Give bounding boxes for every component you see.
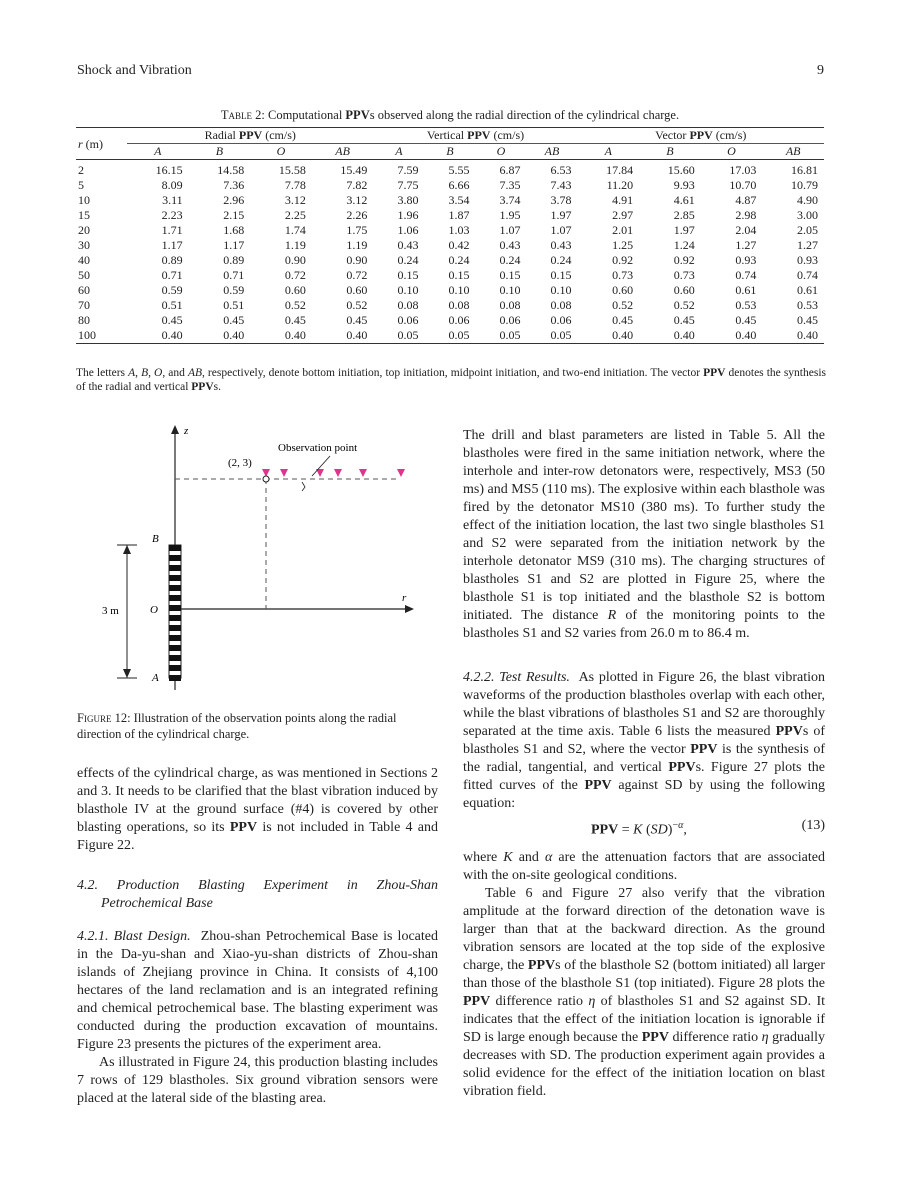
r-axis-label: r (402, 592, 407, 604)
group-header-radial: Radial PPV (cm/s) (127, 128, 373, 144)
table-cell: 0.59 (161, 283, 183, 297)
table-cell: 1.97 (550, 208, 572, 222)
table-cell: 0.06 (499, 313, 521, 327)
table-caption (0, 108, 900, 123)
charge-segment (169, 645, 181, 651)
charge-segment (169, 615, 181, 621)
table-cell: 4.90 (797, 193, 818, 207)
table-cell: 0.51 (223, 298, 245, 312)
table-caption-text: : Computational (261, 108, 346, 122)
table-cell: 1.24 (673, 238, 695, 252)
table-cell: 2.01 (612, 223, 634, 237)
table-cell: 17.03 (729, 163, 757, 177)
subcolumn-header: AB (544, 144, 560, 158)
table-cell: 0.73 (612, 268, 634, 282)
charge-segment (169, 635, 181, 641)
table-cell: 0.90 (284, 253, 306, 267)
table-cell: 0.10 (448, 283, 470, 297)
table-row (76, 160, 824, 179)
left-paragraph-3: As illustrated in Figure 24, this production blasting includes 7 rows of 129 blastholes. Six ground vibration sensors were placed at the lateral side of the blasting area. (77, 1055, 438, 1106)
dim-label: 3 m (102, 605, 119, 617)
table-cell: 1.06 (397, 223, 419, 237)
charge-segment (169, 625, 181, 631)
row-distance: 70 (78, 298, 90, 312)
table-cell: 0.90 (346, 253, 368, 267)
observation-markers (262, 469, 405, 477)
row-distance: 50 (78, 268, 90, 282)
table-cell: 0.40 (612, 328, 634, 342)
charge-segment (169, 565, 181, 571)
table-row (76, 328, 824, 344)
table-cell: 0.92 (673, 253, 695, 267)
charge-segment (169, 545, 181, 551)
point-2-3-marker (263, 476, 269, 482)
charge-segment (169, 555, 181, 561)
left-column (77, 765, 438, 1108)
table-cell: 3.00 (797, 208, 818, 222)
table-cell: 3.74 (499, 193, 521, 207)
table-cell: 1.95 (499, 208, 521, 222)
table-cell: 7.78 (284, 178, 306, 192)
table-cell: 2.96 (223, 193, 245, 207)
table-cell: 0.71 (223, 268, 245, 282)
subcolumn-header: AB (335, 144, 350, 158)
section-4-2-1-heading: 4.2.1. Blast Design. (77, 929, 191, 944)
journal-title: Shock and Vibration (77, 63, 192, 78)
table-cell: 2.98 (735, 208, 757, 222)
table-caption-text-end: s observed along the radial direction of the cylindrical charge. (369, 108, 680, 122)
point-label: (2, 3) (228, 457, 252, 469)
right-paragraph-where: where K and α are the attenuation factors that are associated with the on-site geological conditions. (463, 850, 825, 883)
table-cell: 0.40 (346, 328, 368, 342)
row-distance: 5 (78, 178, 84, 192)
subcolumn-header: AB (785, 144, 801, 158)
table-cell: 1.27 (797, 238, 818, 252)
table-cell: 7.82 (346, 178, 368, 192)
row-distance: 60 (78, 283, 90, 297)
table-cell: 0.05 (397, 328, 419, 342)
table-cell: 0.15 (499, 268, 521, 282)
table-cell: 3.78 (550, 193, 572, 207)
subcolumn-header: O (727, 144, 736, 158)
dim-arrow-top (123, 545, 131, 554)
table-cell: 7.43 (550, 178, 572, 192)
label-a: A (152, 672, 159, 684)
subcolumn-header: B (215, 144, 224, 158)
row-distance: 2 (78, 163, 84, 177)
table-cell: 0.53 (735, 298, 757, 312)
table-cell: 0.24 (397, 253, 419, 267)
table-cell: 1.03 (448, 223, 470, 237)
table-cell: 1.71 (161, 223, 183, 237)
z-axis-label: z (184, 425, 189, 437)
table-cell: 0.06 (550, 313, 572, 327)
table-cell: 7.36 (223, 178, 245, 192)
table-cell: 0.72 (346, 268, 368, 282)
table-cell: 0.45 (346, 313, 368, 327)
charge-segment (169, 585, 181, 591)
table-cell: 16.81 (791, 163, 818, 177)
table-cell: 0.59 (223, 283, 245, 297)
section-4-2-heading: 4.2. Production Blasting Experiment in Zhou-Shan Petrochemical Base (77, 878, 438, 911)
table-cell: 17.84 (606, 163, 634, 177)
table-cell: 0.15 (448, 268, 470, 282)
table-cell: 0.45 (223, 313, 245, 327)
section-4-2-1-text: Zhou-shan Petrochemical Base is located in the Da-yu-shan and Xiao-yu-shan districts of Zhou-shan islands of Zhejiang province in China. It consists of 4,100 hectares of the land reclamation and is an integrated refining and chemical petrochemical base. The blasting experiment was conducted during the production excavation of mountains. Figure 23 presents the pictures of the experiment area. (77, 929, 438, 1052)
charge-segment (169, 575, 181, 581)
table-cell: 1.07 (550, 223, 572, 237)
table-cell: 3.54 (448, 193, 470, 207)
table-cell: 0.71 (161, 268, 183, 282)
squiggle-mark (302, 482, 305, 491)
table-cell: 1.87 (448, 208, 470, 222)
right-column (463, 427, 825, 1101)
table-cell: 0.08 (448, 298, 470, 312)
table-row-header: r (m) (78, 137, 103, 151)
row-distance: 30 (78, 238, 90, 252)
table-cell: 0.60 (346, 283, 368, 297)
charge-segment (169, 665, 181, 671)
table-cell: 1.19 (284, 238, 306, 252)
table-cell: 1.07 (499, 223, 521, 237)
table-cell: 0.43 (397, 238, 419, 252)
left-paragraph-1: effects of the cylindrical charge, as was mentioned in Sections 2 and 3. It needs to be clarified that the blast vibration induced by blasthole IV at the ground surface (#4) is covered by other blasting operations, so its PPV is not included in Table 4 and Figure 22. (77, 766, 438, 853)
figure-caption-label: Figure 12 (77, 711, 128, 725)
table-cell: 0.10 (397, 283, 419, 297)
table-cell: 3.80 (397, 193, 419, 207)
group-header-vertical: Vertical PPV (cm/s) (373, 128, 577, 144)
table-cell: 6.53 (550, 163, 572, 177)
table-cell: 1.68 (223, 223, 245, 237)
table-cell: 0.45 (284, 313, 306, 327)
table-cell: 1.25 (612, 238, 634, 252)
table-cell: 0.05 (499, 328, 521, 342)
observation-point-marker (359, 469, 367, 477)
row-distance: 100 (78, 328, 96, 342)
table-cell: 4.91 (612, 193, 634, 207)
table-cell: 0.89 (161, 253, 183, 267)
subcolumn-header: A (604, 144, 612, 158)
table-cell: 0.05 (448, 328, 470, 342)
table-cell: 3.12 (284, 193, 306, 207)
table-cell: 0.60 (612, 283, 634, 297)
table-cell: 2.04 (735, 223, 757, 237)
subcolumn-header: O (276, 144, 286, 158)
right-paragraph-last: Table 6 and Figure 27 also verify that the vibration amplitude at the forward direction of the detonation wave is larger than that at the backward direction. As the ground vibration sensors are located at the top side of the explosive charge, the PPVs of the blasthole S2 (bottom initiated) all larger than those of the blasthole S1 (top initiated). Figure 28 plots the PPV difference ratio η of blastholes S1 and S2 against SD. It indicates that the effect of the initiation location is ignorable if SD is large enough because the PPV difference ratio η gradually decreases with SD. The production experiment again provides a solid evidence for the effect of the initiation location on blast vibration field. (463, 886, 826, 1099)
table-cell: 0.73 (673, 268, 695, 282)
table-cell: 0.06 (397, 313, 419, 327)
table-cell: 1.17 (223, 238, 245, 252)
table-row (76, 253, 824, 268)
table-row (76, 178, 824, 193)
table-body (76, 160, 824, 344)
observation-point-marker (334, 469, 342, 477)
subcolumn-header-row (76, 144, 824, 160)
table-cell: 0.74 (735, 268, 757, 282)
table-row (76, 298, 824, 313)
table-cell: 0.40 (673, 328, 695, 342)
subcolumn-header: B (666, 144, 674, 158)
table-cell: 0.52 (346, 298, 368, 312)
table-cell: 6.87 (499, 163, 521, 177)
table-cell: 15.49 (340, 163, 368, 177)
table-cell: 2.23 (161, 208, 183, 222)
table-cell: 0.40 (797, 328, 818, 342)
table-cell: 0.43 (499, 238, 521, 252)
table-cell: 0.05 (550, 328, 572, 342)
table-cell: 0.52 (673, 298, 695, 312)
subcolumn-header: O (496, 144, 506, 158)
table-cell: 0.40 (223, 328, 245, 342)
table-cell: 1.75 (346, 223, 368, 237)
table-cell: 0.60 (284, 283, 306, 297)
table-cell: 1.27 (735, 238, 757, 252)
row-distance: 40 (78, 253, 90, 267)
cylindrical-charge (169, 545, 181, 681)
table-cell: 14.58 (217, 163, 245, 177)
table-cell: 1.17 (161, 238, 183, 252)
table-cell: 3.11 (162, 193, 183, 207)
table-cell: 0.45 (673, 313, 695, 327)
table-cell: 2.85 (673, 208, 695, 222)
table-cell: 0.15 (397, 268, 419, 282)
observation-points-figure (80, 420, 440, 710)
table-cell: 15.60 (667, 163, 695, 177)
table-row (76, 283, 824, 298)
table-cell: 10.70 (729, 178, 757, 192)
table-cell: 3.12 (346, 193, 368, 207)
table-cell: 0.52 (612, 298, 634, 312)
row-distance: 15 (78, 208, 90, 222)
charge-segment (169, 675, 181, 681)
table-cell: 2.26 (346, 208, 368, 222)
table-cell: 8.09 (161, 178, 183, 192)
r-axis-arrow (405, 605, 414, 613)
observation-point-marker (397, 469, 405, 477)
charge-segment (169, 605, 181, 611)
table-cell: 0.61 (735, 283, 757, 297)
table-cell: 0.45 (797, 313, 818, 327)
subcolumn-header: B (446, 144, 454, 158)
table-cell: 0.72 (284, 268, 306, 282)
table-cell: 2.25 (284, 208, 306, 222)
table-cell: 0.40 (284, 328, 306, 342)
table-caption-bold: PPV (345, 108, 370, 122)
table-row (76, 313, 824, 328)
table-cell: 7.75 (397, 178, 419, 192)
z-axis-arrow (171, 425, 179, 434)
table-cell: 15.58 (278, 163, 306, 177)
table-cell: 0.45 (735, 313, 757, 327)
table-cell: 0.93 (797, 253, 818, 267)
table-cell: 7.59 (397, 163, 419, 177)
observation-point-marker (280, 469, 288, 477)
table-cell: 0.43 (550, 238, 572, 252)
table-row (76, 268, 824, 283)
table-cell: 11.20 (606, 178, 634, 192)
table-row (76, 193, 824, 208)
table-cell: 0.52 (284, 298, 306, 312)
table-cell: 5.55 (448, 163, 470, 177)
equation-body: PPV = K (SD)$^{-\alpha}$, (591, 820, 687, 838)
table-cell: 2.05 (797, 223, 818, 237)
table-cell: 4.87 (735, 193, 757, 207)
table-cell: 1.96 (397, 208, 419, 222)
table-cell: 6.66 (448, 178, 470, 192)
table-cell: 1.19 (346, 238, 368, 252)
table-cell: 1.97 (673, 223, 695, 237)
table-cell: 1.74 (284, 223, 306, 237)
table-cell: 0.24 (448, 253, 470, 267)
table-cell: 0.40 (735, 328, 757, 342)
group-header-vector: Vector PPV (cm/s) (578, 128, 824, 144)
table-cell: 16.15 (155, 163, 183, 177)
table-cell: 0.06 (448, 313, 470, 327)
table-cell: 4.61 (673, 193, 695, 207)
subcolumn-header: A (154, 144, 162, 158)
table-row (76, 223, 824, 238)
table-cell: 0.89 (223, 253, 245, 267)
equation-13 (463, 817, 825, 837)
table-cell: 0.53 (797, 298, 818, 312)
table-cell: 0.93 (735, 253, 757, 267)
table-cell: 2.97 (612, 208, 634, 222)
row-distance: 80 (78, 313, 90, 327)
table-cell: 0.60 (673, 283, 695, 297)
section-4-2-1-paragraph (77, 928, 438, 1054)
table-caption-label: Table 2 (220, 108, 262, 122)
table-cell: 0.08 (499, 298, 521, 312)
charge-segment (169, 595, 181, 601)
table-cell: 2.15 (223, 208, 245, 222)
table-cell: 0.08 (550, 298, 572, 312)
table-cell: 0.24 (550, 253, 572, 267)
table-row (76, 238, 824, 253)
label-b: B (152, 533, 159, 545)
table-cell: 10.79 (791, 178, 818, 192)
equation-number: (13) (801, 818, 825, 833)
dim-arrow-bottom (123, 669, 131, 678)
table-cell: 9.93 (673, 178, 695, 192)
table-cell: 0.61 (797, 283, 818, 297)
figure-caption-text: : Illustration of the observation points along the radial direction of the cylindrical charge. (77, 711, 397, 741)
table-cell: 0.45 (612, 313, 634, 327)
table-cell: 0.15 (550, 268, 572, 282)
table-cell: 0.51 (161, 298, 183, 312)
subcolumn-header: A (395, 144, 403, 158)
table-cell: 0.74 (797, 268, 818, 282)
table-cell: 0.10 (499, 283, 521, 297)
table-cell: 0.10 (550, 283, 572, 297)
table-cell: 0.45 (161, 313, 183, 327)
row-distance: 20 (78, 223, 90, 237)
table-cell: 0.40 (161, 328, 183, 342)
figure-caption (77, 710, 439, 742)
ppv-table (76, 127, 824, 344)
table-cell: 7.35 (499, 178, 521, 192)
table-cell: 0.92 (612, 253, 634, 267)
label-o: O (150, 604, 158, 616)
section-4-2-2-paragraph: 4.2.2. Test Results. As plotted in Figure 26, the blast vibration waveforms of the production blastholes overlap with each other, while the blast vibrations of blastholes S1 and S2 are thoroughly separated at the time axis. Table 6 lists the measured PPVs of blastholes S1 and S2, where the vector PPV is the synthesis of the radial, tangential, and vertical PPVs. Figure 27 plots the fitted curves of the PPV against SD by using the following equation: (463, 670, 826, 811)
page-number: 9 (817, 63, 824, 78)
table-note: The letters A, B, O, and AB, respectively, denote bottom initiation, top initiation, midpoint initiation, and two-end initiation. The vector PPV denotes the synthesis of the radial and vertical PPVs. (76, 367, 826, 393)
observation-point-label: Observation point (278, 442, 358, 454)
table-row (76, 208, 824, 223)
row-distance: 10 (78, 193, 90, 207)
table-cell: 0.08 (397, 298, 419, 312)
charge-segment (169, 655, 181, 661)
right-paragraph-1: The drill and blast parameters are listed in Table 5. All the blastholes were fired in the same initiation network, where the interhole and inter-row detonators were, respectively, MS3 (50 ms) and MS5 (110 ms). The explosive within each blasthole was fired by the detonator MS10 (380 ms). To further study the effect of the initiation location, the last two single blastholes S1 and S2 were separated from the initiation network by the interhole detonator MS9 (310 ms). The charging structures of blastholes S1 and S2 are plotted in Figure 25, where the blasthole S1 is top initiated and the blasthole S2 is bottom initiated. The distance R of the monitoring points to the blastholes S1 and S2 varies from 26.0 m to 86.4 m. (463, 428, 825, 641)
table-cell: 0.42 (448, 238, 470, 252)
table-cell: 0.24 (499, 253, 521, 267)
